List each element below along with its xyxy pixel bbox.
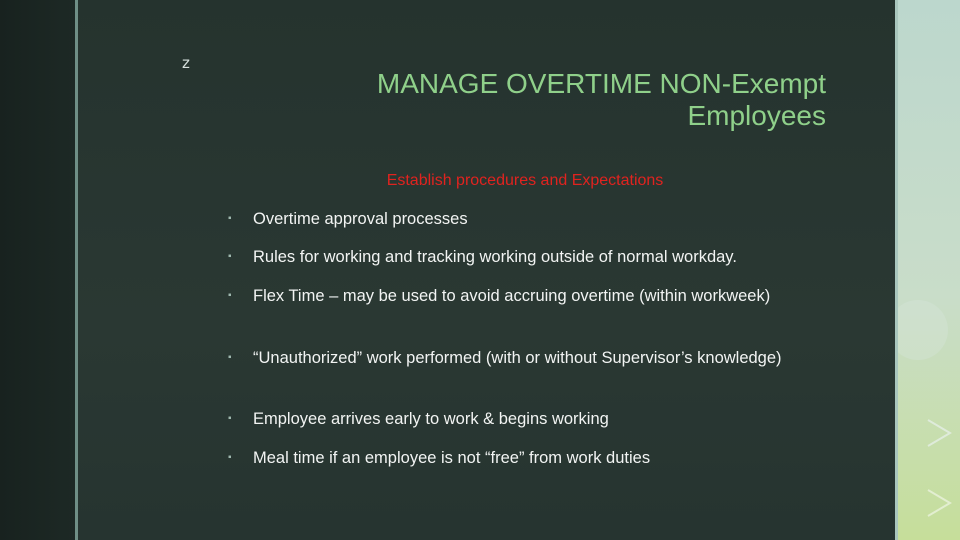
decorative-chevrons [898,0,960,540]
slide-title-line-1: MANAGE OVERTIME NON-Exempt [376,68,826,99]
bullet-item [228,407,828,431]
bullet-text: Employee arrives early to work & begins working [253,410,609,428]
bullet-text: Overtime approval processes [253,210,468,228]
chevron-right-icon [928,490,950,516]
bullet-item [228,284,828,308]
slide-subtitle: Establish procedures and Expectations [386,172,664,189]
slide-title [300,68,826,132]
square-bullet-icon: ▪ [228,452,232,463]
square-bullet-icon: ▪ [228,251,232,262]
slide-title-line-2: Employees [687,100,826,131]
bullet-item [228,446,828,470]
bullet-text: Flex Time – may be used to avoid accruing overtime (within workweek) [253,287,771,305]
bullet-item [228,207,828,231]
square-bullet-icon: ▪ [228,213,232,224]
z-logo-icon: z [182,54,190,72]
square-bullet-icon: ▪ [228,352,232,363]
left-background-band [0,0,75,540]
square-bullet-icon: ▪ [228,413,232,424]
bullet-text: “Unauthorized” work performed (with or without Supervisor’s knowledge) [253,349,782,367]
bullet-item [228,245,828,269]
square-bullet-icon: ▪ [228,290,232,301]
decorative-circle [898,300,948,360]
chevron-right-icon [928,420,950,446]
bullet-item [228,346,828,370]
bullet-text: Rules for working and tracking working outside of normal workday. [253,248,737,266]
bullet-text: Meal time if an employee is not “free” from work duties [253,449,651,467]
